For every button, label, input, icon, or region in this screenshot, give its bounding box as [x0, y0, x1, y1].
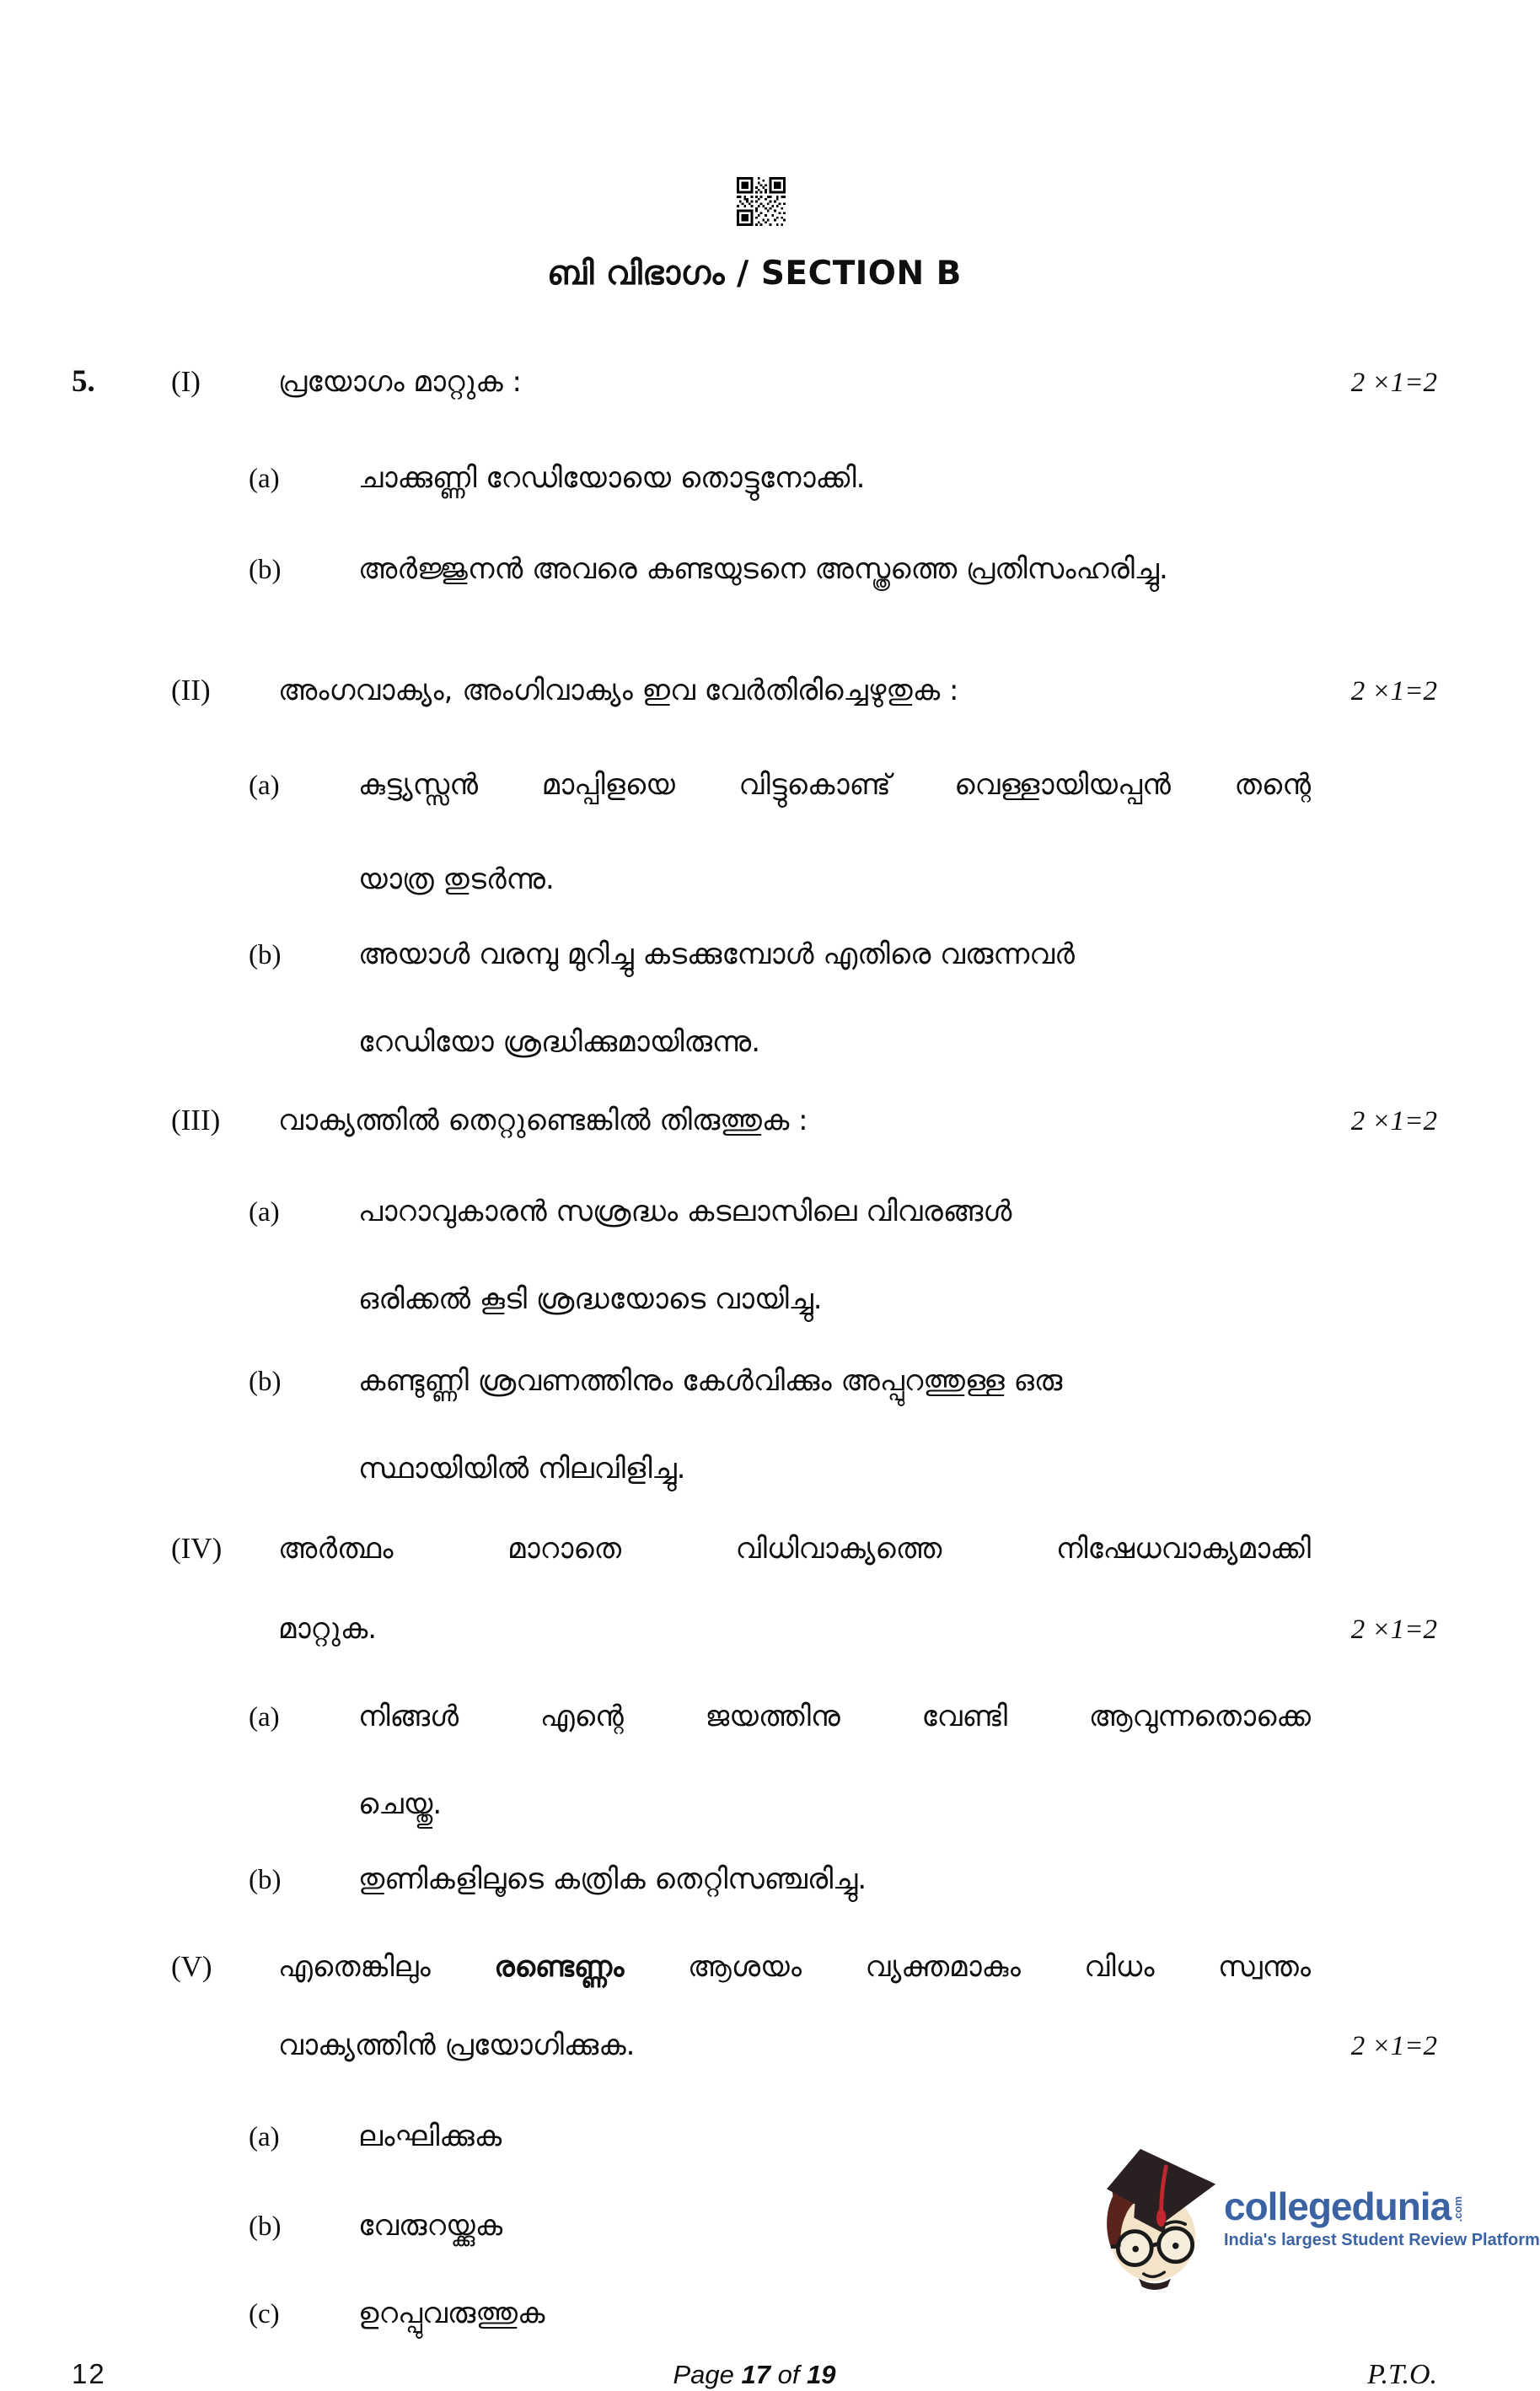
option-label: (c): [249, 2299, 280, 2329]
option-text-line2: സ്ഥായിയിൽ നിലവിളിച്ചു.: [358, 1452, 686, 1486]
subquestion-1-marks: 2 ×1=2: [1350, 368, 1437, 398]
subquestion-3-marks: 2 ×1=2: [1350, 1106, 1437, 1136]
prompt-segment: ആശയം വ്യക്തമാകും വിധം സ്വന്തം: [687, 1950, 1312, 1984]
graduate-student-mascot-icon: [1091, 2144, 1219, 2292]
option-label: (b): [249, 1865, 282, 1895]
qr-code-container: [72, 0, 1437, 226]
option-label: (a): [249, 2122, 280, 2152]
option-row: [72, 1848, 1437, 1905]
option-row: [72, 1180, 1437, 1238]
logo-brand-text: collegedunia: [1224, 2184, 1451, 2228]
option-continuation-row: [72, 1773, 1437, 1824]
collegedunia-logo: [1091, 2143, 1540, 2293]
question-number: 5.: [72, 364, 95, 399]
option-text: തുണികളിലൂടെ കത്രിക തെറ്റിസഞ്ചരിച്ചു.: [358, 1862, 867, 1896]
option-text: അയാൾ വരമ്പു മുറിച്ചു കടക്കുമ്പോൾ എതിരെ വരുന്നവർ: [358, 938, 1075, 971]
of-word: of: [777, 2360, 800, 2389]
subquestion-roman-5: (V): [171, 1950, 212, 1983]
option-text: നിങ്ങൾ എന്റെ ജയത്തിനു വേണ്ടി ആവുന്നതൊക്കെ: [358, 1700, 1311, 1733]
option-text: കണ്ടുണ്ണി ശ്രവണത്തിനും കേൾവിക്കും അപ്പുറത്തുള്ള ഒരു: [358, 1364, 1063, 1398]
option-label: (a): [249, 464, 280, 494]
subquestion-4-prompt-line2: മാറ്റുക.: [278, 1612, 378, 1646]
logo-text-block: [1224, 2184, 1540, 2250]
subquestion-1-prompt: പ്രയോഗം മാറ്റുക :: [278, 365, 522, 399]
option-label: (b): [249, 1367, 282, 1397]
option-text: കുട്ട്യസ്സൻ മാപ്പിളയെ വിട്ടുകൊണ്ട് വെള്ളായിയപ്പൻ തന്റെ: [358, 768, 1311, 802]
option-label: (a): [249, 1197, 280, 1228]
sheet-number: 12: [72, 2358, 106, 2389]
subquestion-5-marks: 2 ×1=2: [1350, 2031, 1437, 2061]
subquestion-2-marks: 2 ×1=2: [1350, 676, 1437, 707]
option-text: ലംഘിക്കുക: [358, 2120, 502, 2153]
qr-code-icon: [737, 177, 786, 226]
page-word: Page: [673, 2360, 734, 2389]
option-row: [72, 1350, 1437, 1407]
option-continuation-row: [72, 1268, 1437, 1319]
question-continuation-row: [72, 2014, 1437, 2071]
logo-domain-suffix: .com: [1451, 2196, 1465, 2222]
prompt-segment: എതെങ്കിലും: [278, 1950, 431, 1984]
option-row: [72, 447, 1437, 504]
option-text: അർജ്ജുനൻ അവരെ കണ്ടയുടനെ അസ്ത്രത്തെ പ്രതിസംഹരിച്ചു.: [358, 552, 1168, 586]
subquestion-roman-4: (IV): [171, 1532, 223, 1565]
option-row: [72, 1685, 1437, 1743]
option-text-line2: ചെയ്തു.: [358, 1787, 443, 1821]
option-row: [72, 538, 1437, 595]
option-row: [72, 923, 1437, 981]
option-text: ഉറപ്പുവരുത്തുക: [358, 2297, 545, 2330]
option-label: (b): [249, 940, 282, 970]
option-label: (b): [249, 2211, 282, 2242]
page-indicator: [673, 2360, 835, 2390]
question-row: [72, 1518, 1437, 1572]
option-continuation-row: [72, 1437, 1437, 1489]
subquestion-roman-1: (I): [171, 365, 201, 398]
question-continuation-row: [72, 1598, 1437, 1655]
option-text: ചാക്കുണ്ണി റേഡിയോയെ തൊട്ടുനോക്കി.: [358, 461, 866, 495]
subquestion-2-prompt: അംഗവാക്യം, അംഗിവാക്യം ഇവ വേർതിരിച്ചെഴുതുക :: [278, 674, 959, 707]
option-label: (a): [249, 771, 280, 801]
option-text-line2: ഒരിക്കൽ കൂടി ശ്രദ്ധയോടെ വായിച്ചു.: [358, 1282, 823, 1316]
subquestion-4-prompt-line1: അർത്ഥം മാറാതെ വിധിവാക്യത്തെ നിഷേധവാക്യമാക്കി: [278, 1532, 1311, 1566]
option-text: പാറാവുകാരൻ സശ്രദ്ധം കടലാസിലെ വിവരങ്ങൾ: [358, 1195, 1012, 1228]
option-continuation-row: [72, 848, 1437, 900]
subquestion-5-prompt-line2: വാക്യത്തിൻ പ്രയോഗിക്കുക.: [278, 2028, 636, 2062]
subquestion-3-prompt: വാക്യത്തിൽ തെറ്റുണ്ടെങ്കിൽ തിരുത്തുക :: [278, 1104, 808, 1137]
option-text-line2: റേഡിയോ ശ്രദ്ധിക്കുമായിരുന്നു.: [358, 1025, 761, 1059]
logo-tagline: India's largest Student Review Platform: [1224, 2230, 1540, 2249]
question-row: [72, 1936, 1437, 1991]
question-row: [72, 659, 1437, 717]
pto-label: P.T.O.: [1367, 2359, 1437, 2390]
option-row: [72, 754, 1437, 811]
option-text-line2: യാത്ര തുടർന്നു.: [358, 862, 555, 896]
subquestion-4-marks: 2 ×1=2: [1350, 1615, 1437, 1645]
option-label: (a): [249, 1702, 280, 1733]
option-label: (b): [249, 555, 282, 585]
page-total: 19: [807, 2360, 836, 2389]
subquestion-5-prompt-line1: [278, 1947, 1311, 1987]
section-heading: ബി വിഭാഗം / SECTION B: [547, 255, 962, 293]
prompt-bold-word: രണ്ടെണ്ണം: [494, 1950, 625, 1984]
subquestion-roman-3: (III): [171, 1104, 221, 1136]
page-current: 17: [741, 2360, 770, 2389]
question-row: [72, 1089, 1437, 1147]
page-footer: [72, 2358, 1437, 2391]
question-row: [72, 362, 1437, 408]
subquestion-roman-2: (II): [171, 674, 211, 707]
option-continuation-row: [72, 1011, 1437, 1062]
option-text: വേരുറയ്ക്കുക: [358, 2209, 503, 2243]
